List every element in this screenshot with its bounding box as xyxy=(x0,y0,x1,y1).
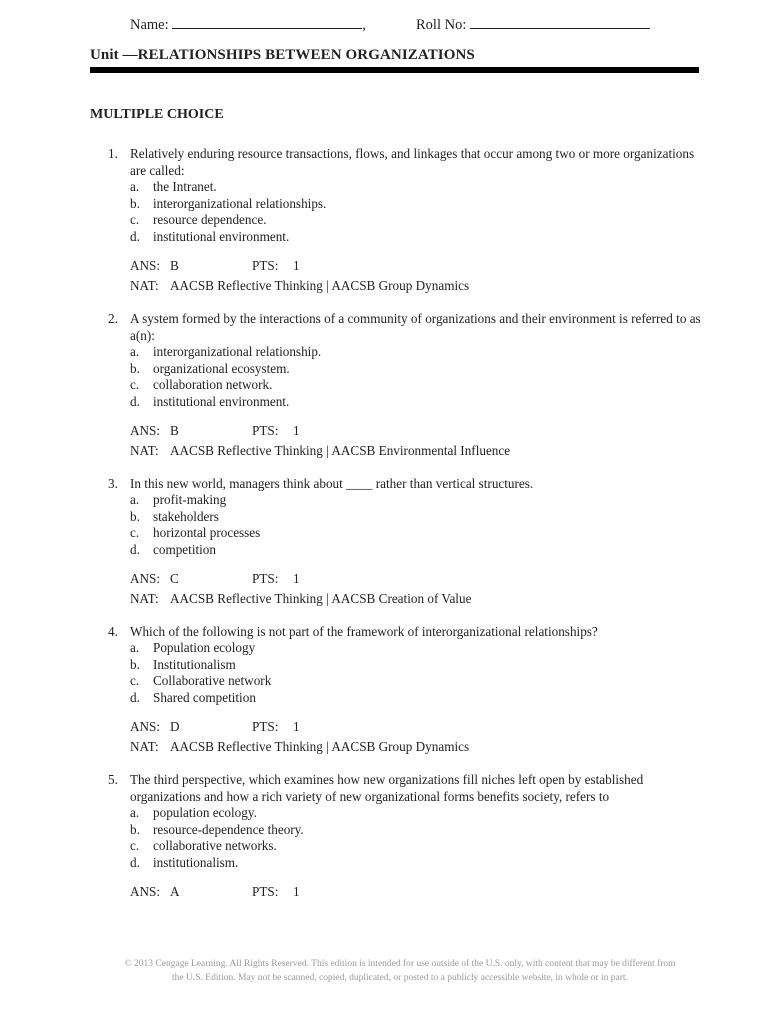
question-item xyxy=(90,145,710,296)
option-letter: c. xyxy=(130,525,140,540)
option-letter: c. xyxy=(130,377,140,392)
question-text: The third perspective, which examines how new organizations fill niches left open by established organizations and how a rich variety of new organizational forms benefits society, refers to xyxy=(130,772,644,804)
option-letter: d. xyxy=(130,228,140,244)
ans-label: ANS: xyxy=(130,571,161,586)
answer-meta xyxy=(130,717,710,757)
option-list xyxy=(130,344,710,410)
option-text: population ecology. xyxy=(153,805,257,820)
option-text: institutional environment. xyxy=(153,393,290,409)
question-number: 5. xyxy=(108,772,118,787)
pts-label: PTS: xyxy=(252,423,279,438)
answer-option xyxy=(130,640,710,657)
pts-label: PTS: xyxy=(252,571,279,586)
nat-label: NAT: xyxy=(130,591,159,606)
option-text: profit-making xyxy=(153,492,227,507)
answer-option xyxy=(130,361,710,378)
nat-standards: AACSB Reflective Thinking | AACSB Creation of Value xyxy=(170,591,472,606)
answer-option xyxy=(130,509,710,526)
pts-label: PTS: xyxy=(252,719,279,734)
unit-title: Unit —RELATIONSHIPS BETWEEN ORGANIZATIONS xyxy=(90,47,475,63)
answer-key: B xyxy=(170,423,179,438)
question-number: 4. xyxy=(108,624,118,639)
title-rule xyxy=(90,67,699,73)
option-text: resource dependence. xyxy=(153,212,267,227)
answer-option xyxy=(130,212,710,229)
points-value: 1 xyxy=(293,423,300,438)
option-letter: b. xyxy=(130,821,140,837)
question-list xyxy=(90,145,710,916)
answer-option xyxy=(130,492,710,509)
option-list xyxy=(130,640,710,706)
answer-option xyxy=(130,229,710,246)
answer-option xyxy=(130,196,710,213)
pts-label: PTS: xyxy=(252,884,279,899)
pts-label: PTS: xyxy=(252,258,279,273)
answer-option xyxy=(130,805,710,822)
roll-field xyxy=(416,14,650,34)
option-text: interorganizational relationships. xyxy=(153,195,327,211)
question-number: 3. xyxy=(108,476,118,491)
question-number: 2. xyxy=(108,311,118,326)
answer-option xyxy=(130,179,710,196)
answer-option xyxy=(130,344,710,361)
name-field xyxy=(130,14,366,34)
option-text: institutional environment. xyxy=(153,228,290,244)
ans-label: ANS: xyxy=(130,258,161,273)
points-value: 1 xyxy=(293,258,300,273)
ans-label: ANS: xyxy=(130,423,161,438)
name-suffix: , xyxy=(362,17,366,33)
option-text: Collaborative network xyxy=(153,673,272,688)
option-letter: c. xyxy=(130,212,140,227)
nat-standards: AACSB Reflective Thinking | AACSB Group Dynamics xyxy=(170,739,470,754)
option-text: stakeholders xyxy=(153,508,219,524)
answer-option xyxy=(130,525,710,542)
roll-label: Roll No: xyxy=(416,17,467,33)
option-list xyxy=(130,492,710,558)
ans-label: ANS: xyxy=(130,719,161,734)
option-list xyxy=(130,805,710,871)
name-label: Name: xyxy=(130,17,169,33)
question-item xyxy=(90,310,710,461)
option-text: Shared competition xyxy=(153,689,256,705)
nat-label: NAT: xyxy=(130,443,159,458)
option-letter: b. xyxy=(130,508,140,524)
question-item xyxy=(90,475,710,609)
option-text: collaborative networks. xyxy=(153,838,277,853)
option-text: horizontal processes xyxy=(153,525,261,540)
option-letter: a. xyxy=(130,640,140,655)
answer-key: C xyxy=(170,571,179,586)
answer-option xyxy=(130,822,710,839)
answer-option xyxy=(130,542,710,559)
option-letter: c. xyxy=(130,673,140,688)
nat-standards: AACSB Reflective Thinking | AACSB Group Dynamics xyxy=(170,278,470,293)
question-item xyxy=(90,771,710,902)
question-number: 1. xyxy=(108,146,118,161)
option-letter: b. xyxy=(130,360,140,376)
answer-key: B xyxy=(170,258,179,273)
question-text: In this new world, managers think about ____ rather than vertical structures. xyxy=(130,476,534,491)
nat-standards: AACSB Reflective Thinking | AACSB Environmental Influence xyxy=(170,443,511,458)
option-text: interorganizational relationship. xyxy=(153,344,322,359)
option-letter: b. xyxy=(130,195,140,211)
question-text: Which of the following is not part of the framework of interorganizational relationships? xyxy=(130,624,598,639)
option-letter: a. xyxy=(130,344,140,359)
option-text: collaboration network. xyxy=(153,377,273,392)
points-value: 1 xyxy=(293,571,300,586)
points-value: 1 xyxy=(293,719,300,734)
name-blank-line xyxy=(172,14,362,29)
answer-option xyxy=(130,377,710,394)
nat-label: NAT: xyxy=(130,278,159,293)
answer-option xyxy=(130,855,710,872)
answer-option xyxy=(130,657,710,674)
answer-option xyxy=(130,838,710,855)
answer-option xyxy=(130,673,710,690)
option-letter: a. xyxy=(130,179,140,194)
question-text: Relatively enduring resource transactions, flows, and linkages that occur among two or more organizations are called: xyxy=(130,146,695,178)
option-text: the Intranet. xyxy=(153,179,217,194)
option-text: institutionalism. xyxy=(153,854,239,870)
option-text: Institutionalism xyxy=(153,656,236,672)
option-letter: d. xyxy=(130,854,140,870)
option-list xyxy=(130,179,710,245)
answer-meta xyxy=(130,882,710,902)
nat-label: NAT: xyxy=(130,739,159,754)
roll-blank-line xyxy=(470,14,650,29)
option-text: organizational ecosystem. xyxy=(153,360,290,376)
answer-key: D xyxy=(170,719,180,734)
answer-key: A xyxy=(170,884,180,899)
question-item xyxy=(90,623,710,757)
option-text: resource-dependence theory. xyxy=(153,821,304,837)
answer-option xyxy=(130,394,710,411)
option-text: Population ecology xyxy=(153,640,256,655)
answer-meta xyxy=(130,569,710,609)
answer-meta xyxy=(130,256,710,296)
question-text: A system formed by the interactions of a community of organizations and their environment is referred to as a(n): xyxy=(130,311,701,343)
option-letter: d. xyxy=(130,541,140,557)
option-letter: a. xyxy=(130,805,140,820)
points-value: 1 xyxy=(293,884,300,899)
section-title: MULTIPLE CHOICE xyxy=(90,107,224,122)
option-letter: b. xyxy=(130,656,140,672)
option-letter: a. xyxy=(130,492,140,507)
copyright-footer: © 2013 Cengage Learning. All Rights Reserved. This edition is intended for use outside of the U.S. only, with content that may be different from the U.S. Edition. May not be scanned, copied, duplicated, or posted to a publicly accessible website, in whole or in part. xyxy=(124,959,676,983)
option-letter: d. xyxy=(130,689,140,705)
option-letter: d. xyxy=(130,393,140,409)
ans-label: ANS: xyxy=(130,884,161,899)
answer-option xyxy=(130,690,710,707)
option-text: competition xyxy=(153,541,216,557)
answer-meta xyxy=(130,421,710,461)
option-letter: c. xyxy=(130,838,140,853)
